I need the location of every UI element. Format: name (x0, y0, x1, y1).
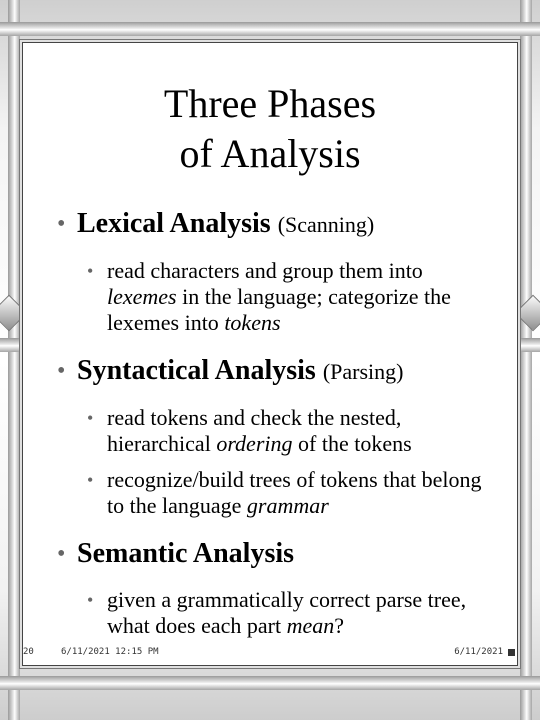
heading-lexical: Lexical Analysis (77, 208, 271, 239)
bullet-item-lexical (57, 207, 517, 242)
sub-bullet-icon: • (87, 261, 94, 281)
sub-item-lexical-1: • read characters and group them into lexemes in the language; categorize the lexemes into tokens (87, 258, 451, 335)
frame-bar-bottom (0, 676, 540, 690)
paren-lexical: (Scanning) (277, 212, 375, 237)
paren-syntactical: (Parsing) (322, 359, 404, 384)
frame-bar-right (520, 0, 532, 720)
bullet-icon: • (57, 211, 66, 237)
slide-panel (22, 42, 518, 666)
slide-title (23, 79, 517, 179)
bullet-item-syntactical (57, 354, 517, 389)
frame-bar-top (0, 22, 540, 36)
slide-footer (23, 643, 517, 665)
sub-bullet-icon: • (87, 590, 94, 610)
bullet-icon: • (57, 541, 66, 567)
frame-bar-left (8, 0, 20, 720)
sub-item-syntactical-2: • recognize/build trees of tokens that belong to the language grammar (87, 467, 482, 518)
bullet-item-semantic (57, 537, 517, 571)
sub-item-semantic-1: • given a grammatically correct parse tree, what does each part mean? (87, 587, 467, 638)
bullet-list (23, 193, 517, 639)
heading-semantic: Semantic Analysis (77, 538, 295, 569)
footer-square-icon (508, 649, 515, 656)
sub-bullet-icon: • (87, 470, 94, 490)
title-line-1: Three Phases (163, 81, 377, 126)
page-number: 20 (23, 647, 34, 657)
sub-bullet-icon: • (87, 408, 94, 428)
bullet-icon: • (57, 358, 66, 384)
frame-ornament-right (515, 295, 540, 332)
sub-item-syntactical-1: • read tokens and check the nested, hierarchical ordering of the tokens (87, 405, 412, 456)
footer-datetime: 6/11/2021 12:15 PM (61, 647, 159, 657)
heading-syntactical: Syntactical Analysis (77, 355, 316, 386)
title-line-2: of Analysis (179, 131, 361, 176)
footer-date: 6/11/2021 (454, 647, 503, 657)
